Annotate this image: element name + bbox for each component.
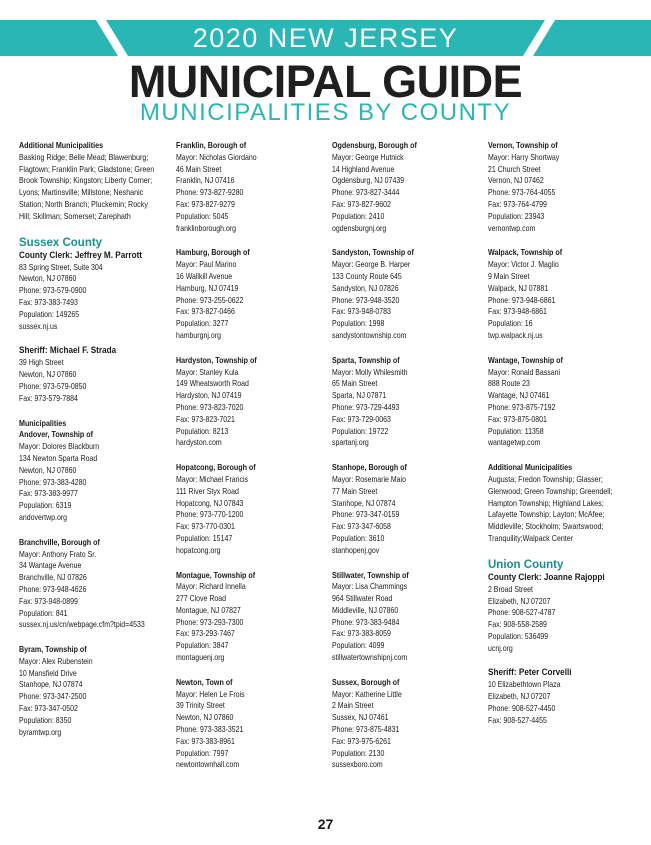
- municipality-name: Hardyston, Township of: [176, 354, 257, 365]
- entry-line: 16 Wallkill Avenue: [176, 270, 233, 281]
- entry-line: 39 Trinity Street: [176, 700, 225, 711]
- entry-line: 21 Church Street: [488, 163, 541, 174]
- entry-website: ucnj.org: [488, 642, 513, 653]
- entry-website: sussex.nj.us: [19, 320, 58, 331]
- entry-line: Mayor: Anthony Frato Sr.: [19, 548, 97, 559]
- entry-website: stanhopenj.gov: [332, 544, 380, 555]
- entry-line: Mayor: Harry Shortway: [488, 151, 560, 162]
- entry-line: Ogdensburg, NJ 07439: [332, 175, 405, 186]
- municipality-name: Stillwater, Township of: [332, 569, 409, 580]
- entry-line: Elizabeth, NJ 07207: [488, 691, 551, 702]
- entry-line: Mayor: Paul Marino: [176, 259, 237, 270]
- entry-line: Fax: 973-827-9279: [176, 198, 235, 209]
- entry-line: Middleville, NJ 07860: [332, 604, 399, 615]
- entry-line: Fax: 973-770-0301: [176, 521, 235, 532]
- entry-line: Population: 2130: [332, 747, 385, 758]
- entry-line: 9 Main Street: [488, 270, 530, 281]
- entry-line: Fax: 973-827-0466: [176, 306, 235, 317]
- entry-line: 39 High Street: [19, 357, 64, 368]
- entry-line: Vernon, NJ 07462: [488, 175, 544, 186]
- entry-line: Montague, NJ 07827: [176, 604, 241, 615]
- entry-line: Mayor: Victor J. Maglio: [488, 259, 559, 270]
- entry-website: byramtwp.org: [19, 726, 62, 737]
- additional-municipalities-title: Additional Municipalities: [19, 140, 104, 150]
- entry-line: Fax: 973-383-8961: [176, 735, 235, 746]
- entry-line: Phone: 973-827-3444: [332, 187, 400, 198]
- municipality-name: Hamburg, Borough of: [176, 247, 250, 258]
- entry-line: Fax: 973-975-6261: [332, 735, 391, 746]
- entry-line: Mayor: George B. Harper: [332, 259, 411, 270]
- sheriff: Sheriff: Michael F. Strada: [19, 345, 117, 357]
- entry-line: Phone: 908-527-4450: [488, 703, 556, 714]
- entry-line: Population: 7997: [176, 747, 229, 758]
- entry-website: sussex.nj.us/cn/webpage.cfm?tpid=4533: [19, 619, 145, 630]
- municipality-entry: [176, 570, 326, 664]
- entry-line: Population: 3847: [176, 640, 229, 651]
- entry-line: 2 Broad Street: [488, 583, 533, 594]
- entry-line: 134 Newton Sparta Road: [19, 452, 98, 463]
- entry-website: spartanj.org: [332, 437, 369, 448]
- entry-line: Elizabeth, NJ 07207: [488, 595, 551, 606]
- entry-website: hopatcong.org: [176, 544, 221, 555]
- entry-line: Fax: 973-347-6058: [332, 521, 391, 532]
- municipality-entry: [176, 247, 326, 341]
- page-title: MUNICIPAL GUIDE: [128, 56, 523, 107]
- entry-line: Population: 6319: [19, 500, 72, 511]
- entry-line: Fax: 973-579-7884: [19, 392, 78, 403]
- municipality-entry: [19, 537, 169, 631]
- entry-line: 10 Mansfield Drive: [19, 667, 77, 678]
- entry-line: Newton, NJ 07860: [176, 712, 234, 723]
- banner-title: 2020 NEW JERSEY: [192, 23, 459, 53]
- entry-line: Mayor: Richard Innella: [176, 581, 246, 592]
- county-clerk: County Clerk: Joanne Rajoppi: [488, 571, 605, 583]
- additional-municipalities-text: Basking Ridge; Belle Mead; Blawenburg; Flagtown; Franklin Park; Gladstone; Green Brook Township; Kingston; Liberty Corner; Lyons; Martinsville; Millstone; Neshanic Station; North Branch; Pluckemin; Rocky Hill; Skillman; Somerset; Zarephath: [19, 151, 155, 221]
- entry-line: Sparta, NJ 07871: [332, 390, 387, 401]
- entry-line: Wantage, NJ 07461: [488, 390, 550, 401]
- entry-line: Fax: 973-764-4799: [488, 198, 547, 209]
- entry-line: Fax: 973-383-8059: [332, 628, 391, 639]
- entry-line: Phone: 973-764-4055: [488, 187, 556, 198]
- municipality-name: Vernon, Township of: [488, 140, 558, 150]
- entry-line: Fax: 973-823-7021: [176, 413, 235, 424]
- entry-line: Newton, NJ 07860: [19, 464, 77, 475]
- entry-line: Phone: 973-875-4831: [332, 724, 400, 735]
- entry-website: franklinborough.org: [176, 222, 237, 233]
- entry-line: Branchville, NJ 07826: [19, 572, 87, 583]
- entry-line: Population: 3610: [332, 532, 385, 543]
- column-3: [332, 140, 482, 784]
- entry-website: andovertwp.org: [19, 511, 68, 522]
- entry-line: Fax: 973-948-6861: [488, 306, 547, 317]
- entry-line: Mayor: Michael Francis: [176, 473, 249, 484]
- county-clerk-block: [19, 250, 169, 333]
- entry-line: Franklin, NJ 07416: [176, 175, 235, 186]
- entry-website: hamburgnj.org: [176, 329, 221, 340]
- entry-line: 14 Highland Avenue: [332, 163, 395, 174]
- column-1: [19, 140, 169, 751]
- entry-line: Walpack, NJ 07881: [488, 282, 549, 293]
- entry-line: Phone: 973-770-1200: [176, 509, 244, 520]
- municipality-entry: [176, 355, 326, 449]
- entry-line: Hamburg, NJ 07419: [176, 282, 239, 293]
- entry-line: Fax: 908-527-4455: [488, 714, 547, 725]
- entry-line: Phone: 973-347-2500: [19, 691, 87, 702]
- additional-municipalities-somerset: [19, 140, 169, 223]
- entry-line: Population: 15147: [176, 532, 233, 543]
- municipality-name: Sandyston, Township of: [332, 247, 414, 258]
- entry-line: Stanhope, NJ 07874: [332, 497, 396, 508]
- county-clerk: County Clerk: Jeffrey M. Parrott: [19, 249, 143, 261]
- entry-line: Phone: 973-823-7020: [176, 401, 244, 412]
- entry-line: Fax: 973-948-0783: [332, 306, 391, 317]
- municipality-name: Montague, Township of: [176, 569, 256, 580]
- entry-website: twp.walpack.nj.us: [488, 329, 543, 340]
- entry-line: Phone: 973-293-7300: [176, 616, 244, 627]
- entry-line: Phone: 973-827-9280: [176, 187, 244, 198]
- entry-website: montaguenj.org: [176, 652, 225, 663]
- entry-line: Phone: 973-875-7192: [488, 401, 556, 412]
- page-subtitle: MUNICIPALITIES BY COUNTY: [139, 99, 512, 126]
- entry-line: Newton, NJ 07860: [19, 369, 77, 380]
- entry-line: 133 County Route 645: [332, 270, 402, 281]
- municipality-entry: [176, 677, 326, 771]
- entry-website: sussexboro.com: [332, 759, 383, 770]
- entry-line: Mayor: George Hutnick: [332, 151, 404, 162]
- entry-line: Population: 5045: [176, 210, 229, 221]
- entry-line: Fax: 973-383-9977: [19, 488, 78, 499]
- entry-line: Phone: 973-948-6861: [488, 294, 556, 305]
- municipality-entry: [488, 247, 638, 341]
- municipality-name: Walpack, Township of: [488, 247, 563, 258]
- additional-municipalities-text: Augusta; Fredon Township; Glasser; Glenwood; Green Township; Greendell; Hampton Township; Highland Lakes; Lafayette Township; Layton; McAfee; Middleville; Stockholm; Swartswood; Tranquility;Walpack Center: [488, 473, 613, 543]
- municipality-entry: [176, 462, 326, 556]
- entry-line: Phone: 973-383-4280: [19, 476, 87, 487]
- entry-line: Phone: 973-948-4626: [19, 583, 87, 594]
- entry-website: stillwatertownshipnj.com: [332, 652, 408, 663]
- municipality-entry: [19, 644, 169, 738]
- entry-line: Phone: 973-347-0159: [332, 509, 400, 520]
- entry-line: Population: 1998: [332, 318, 385, 329]
- sheriff: Sheriff: Peter Corvelli: [488, 667, 572, 679]
- entry-line: 65 Main Street: [332, 378, 378, 389]
- entry-line: Phone: 973-383-9484: [332, 616, 400, 627]
- entry-line: Population: 536499: [488, 630, 549, 641]
- page-number: 27: [317, 816, 334, 832]
- entry-line: Fax: 973-827-9602: [332, 198, 391, 209]
- entry-line: Phone: 973-383-3521: [176, 724, 244, 735]
- entry-line: Population: 3277: [176, 318, 229, 329]
- county-heading: Sussex County: [19, 236, 103, 249]
- entry-line: 277 Clove Road: [176, 593, 226, 604]
- entry-line: Mayor: Helen Le Frois: [176, 688, 245, 699]
- entry-line: Phone: 973-948-3520: [332, 294, 400, 305]
- entry-line: Phone: 973-579-0850: [19, 380, 87, 391]
- entry-line: Mayor: Molly Whilesmith: [332, 366, 408, 377]
- entry-line: Phone: 973-255-0622: [176, 294, 244, 305]
- entry-line: Fax: 973-948-0899: [19, 595, 78, 606]
- entry-line: Mayor: Dolores Blackburn: [19, 441, 100, 452]
- entry-line: Mayor: Nicholas Giordano: [176, 151, 257, 162]
- municipality-name: Newton, Town of: [176, 676, 233, 687]
- municipality-name: Sussex, Borough of: [332, 676, 400, 687]
- entry-line: Hardyston, NJ 07419: [176, 390, 242, 401]
- municipality-entry: [176, 140, 326, 234]
- additional-municipalities-sussex: [488, 462, 638, 545]
- entry-website: newtontownhall.com: [176, 759, 240, 770]
- sheriff-block: [488, 667, 638, 726]
- municipality-name: Sparta, Township of: [332, 354, 400, 365]
- municipality-entry: [332, 570, 482, 664]
- municipality-name: Andover, Township of: [19, 429, 94, 440]
- municipality-entry: [488, 355, 638, 449]
- entry-line: Mayor: Alex Rubenstein: [19, 655, 93, 666]
- entry-line: Population: 8213: [176, 425, 229, 436]
- entry-line: 2 Main Street: [332, 700, 374, 711]
- entry-website: hardyston.com: [176, 437, 222, 448]
- entry-line: Population: 23943: [488, 210, 545, 221]
- municipality-entry: [332, 140, 482, 234]
- municipality-entry: [19, 429, 169, 523]
- municipality-name: Stanhope, Borough of: [332, 462, 407, 473]
- entry-line: Mayor: Ronald Bassani: [488, 366, 561, 377]
- municipality-name: Hopatcong, Borough of: [176, 462, 256, 473]
- entry-line: Fax: 973-729-0063: [332, 413, 391, 424]
- entry-line: Phone: 973-579-0900: [19, 285, 87, 296]
- municipality-name: Ogdensburg, Borough of: [332, 140, 417, 150]
- entry-line: 77 Main Street: [332, 485, 378, 496]
- entry-line: 111 River Styx Road: [176, 485, 239, 496]
- entry-line: 34 Wantage Avenue: [19, 560, 82, 571]
- county-heading: Union County: [488, 558, 564, 571]
- entry-line: Fax: 973-293-7467: [176, 628, 235, 639]
- entry-line: Mayor: Katherine Little: [332, 688, 402, 699]
- entry-line: 10 Elizabethtown Plaza: [488, 679, 561, 690]
- municipalities-label: Municipalities: [19, 417, 67, 428]
- entry-website: vernontwp.com: [488, 222, 536, 233]
- entry-line: 888 Route 23: [488, 378, 530, 389]
- entry-line: Fax: 973-383-7493: [19, 296, 78, 307]
- additional-municipalities-title: Additional Municipalities: [488, 462, 573, 473]
- entry-line: Mayor: Rosemarie Maio: [332, 473, 406, 484]
- entry-line: Fax: 908-558-2589: [488, 619, 547, 630]
- entry-line: Phone: 973-729-4493: [332, 401, 400, 412]
- municipality-entry: [332, 462, 482, 556]
- entry-line: Mayor: Stanley Kula: [176, 366, 239, 377]
- entry-line: 149 Wheatsworth Road: [176, 378, 249, 389]
- municipality-entry: [332, 677, 482, 771]
- county-clerk-block: [488, 572, 638, 655]
- column-2: [176, 140, 326, 784]
- entry-line: Population: 2410: [332, 210, 385, 221]
- municipality-name: Byram, Township of: [19, 644, 87, 655]
- municipality-name: Branchville, Borough of: [19, 536, 100, 547]
- entry-line: Population: 8350: [19, 714, 72, 725]
- entry-website: ogdensburgnj.org: [332, 222, 387, 233]
- entry-line: Sussex, NJ 07461: [332, 712, 389, 723]
- entry-website: sandystontownship.com: [332, 329, 407, 340]
- entry-line: 46 Main Street: [176, 163, 222, 174]
- entry-line: Population: 19722: [332, 425, 389, 436]
- municipality-entry: [332, 247, 482, 341]
- municipality-name: Franklin, Borough of: [176, 140, 247, 150]
- sheriff-block: [19, 345, 169, 404]
- entry-line: Sandyston, NJ 07826: [332, 282, 399, 293]
- entry-line: Newton, NJ 07860: [19, 273, 77, 284]
- entry-line: Fax: 973-875-0801: [488, 413, 547, 424]
- municipality-name: Wantage, Township of: [488, 354, 563, 365]
- header-banner: [0, 20, 651, 56]
- entry-line: Population: 149265: [19, 308, 80, 319]
- entry-line: Stanhope, NJ 07874: [19, 679, 83, 690]
- entry-line: Mayor: Lisa Chammings: [332, 581, 408, 592]
- entry-line: Population: 11358: [488, 425, 544, 436]
- entry-website: wantagetwp.com: [488, 437, 541, 448]
- entry-line: Population: 4099: [332, 640, 385, 651]
- column-4: [488, 140, 638, 740]
- municipality-entry: [488, 140, 638, 234]
- municipality-entry: [332, 355, 482, 449]
- entry-line: 964 Stillwater Road: [332, 593, 393, 604]
- entry-line: Population: 16: [488, 318, 533, 329]
- entry-line: Hopatcong, NJ 07843: [176, 497, 244, 508]
- entry-line: Phone: 908-527-4787: [488, 607, 556, 618]
- entry-line: Population: 841: [19, 607, 68, 618]
- entry-line: 83 Spring Street, Suite 304: [19, 261, 103, 272]
- entry-line: Fax: 973-347-0502: [19, 703, 78, 714]
